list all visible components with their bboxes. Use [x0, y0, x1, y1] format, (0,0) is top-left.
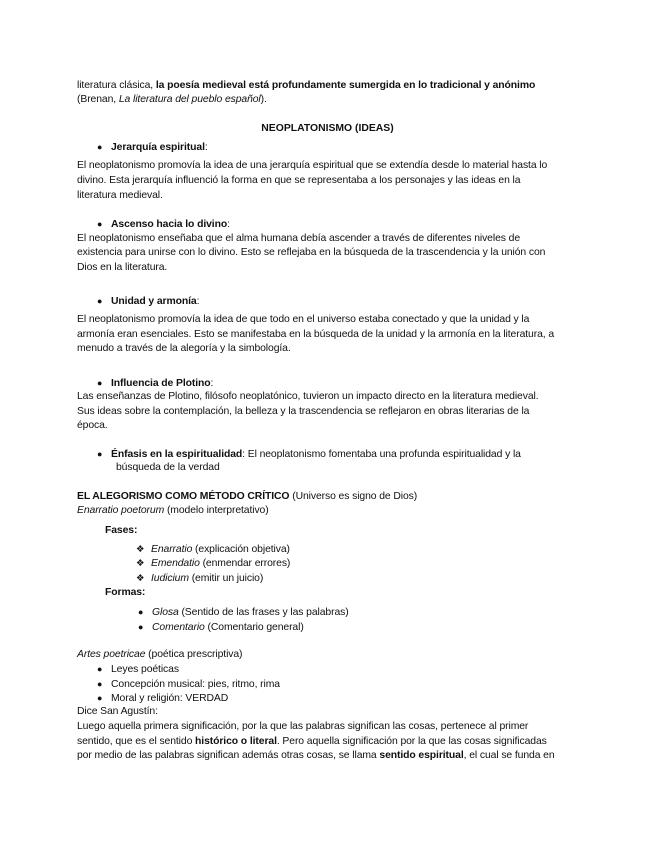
bullet-suffix: :	[196, 296, 200, 307]
artes-term: Artes poetricae	[77, 649, 146, 660]
bullet-item	[97, 294, 199, 310]
bullet-icon: ●	[97, 219, 103, 229]
agustin-label: Dice San Agustín:	[77, 706, 158, 717]
paragraph-line: Dios en la literatura.	[77, 262, 168, 273]
artes-item-text: Concepción musical: pies, ritmo, rima	[111, 679, 280, 690]
paragraph-line: El neoplatonismo promovía la idea de que todo en el universo estaba conectado y que la unidad y la	[77, 314, 530, 325]
forma-item	[138, 605, 349, 621]
bullet-icon: ●	[138, 607, 144, 617]
bullet-icon: ●	[97, 142, 103, 152]
section-heading-alegorismo	[77, 490, 417, 505]
bullet-title: Unidad y armonía	[111, 296, 197, 307]
bullet-icon: ●	[138, 622, 144, 632]
bullet-title: Ascenso hacia lo divino	[111, 219, 228, 230]
paragraph-line: divino. Esta jerarquía influenció la forma en que se representaba a los personajes y las ideas en la	[77, 175, 521, 186]
enarratio-line	[77, 504, 269, 519]
bullet-icon: ●	[97, 679, 103, 689]
bullet-suffix: :	[210, 378, 214, 389]
paragraph-line: Sus ideas sobre la contemplación, la belleza y la trascendencia se reflejaron en obras literarias de la	[77, 406, 530, 417]
forma-item	[138, 620, 304, 636]
bullet-continuation: búsqueda de la verdad	[116, 462, 220, 473]
bullet-suffix: : El neoplatonismo fomentaba una profunda espiritualidad y la	[242, 449, 521, 460]
paragraph-line: época.	[77, 420, 108, 431]
paragraph-line: Las enseñanzas de Plotino, filósofo neoplatónico, tuvieron un impacto directo en la literatura medieval.	[77, 391, 539, 402]
alegorismo-title: EL ALEGORISMO COMO MÉTODO CRÍTICO	[77, 491, 290, 502]
bullet-icon: ●	[97, 296, 103, 306]
artes-desc: (poética prescriptiva)	[145, 649, 243, 660]
intro-line-1	[77, 79, 535, 94]
text-run-bold: histórico o literal	[195, 736, 277, 747]
artes-title	[77, 648, 242, 663]
bullet-icon: ●	[97, 378, 103, 388]
text-run: sentido, que es el sentido	[77, 736, 196, 747]
paragraph-line: El neoplatonismo enseñaba que el alma humana debía ascender a través de diferentes niveles de	[77, 233, 520, 244]
alegorismo-subtitle: (Universo es signo de Dios)	[289, 491, 418, 502]
intro-bold-text: la poesía medieval está profundamente sumergida en lo tradicional y anónimo	[155, 80, 536, 91]
paragraph-line: existencia para unirse con lo divino. Esto se reflejaba en la búsqueda de la trascendencia y la unión con	[77, 247, 546, 258]
text-run: , el cual se funda en	[463, 750, 555, 761]
text-run-bold: sentido espiritual	[379, 750, 464, 761]
forma-term: Comentario	[152, 622, 205, 633]
citation-open: (Brenan,	[77, 94, 119, 105]
paragraph-line: El neoplatonismo promovía la idea de una jerarquía espiritual que se extendía desde lo material hasta lo	[77, 160, 548, 171]
bullet-item	[97, 140, 208, 156]
bullet-suffix: :	[227, 219, 230, 230]
fase-term: Iudicium	[151, 573, 189, 584]
diamond-bullet-icon: ❖	[136, 558, 145, 569]
section-heading-neoplatonismo: NEOPLATONISMO (IDEAS)	[261, 123, 394, 134]
bullet-icon: ●	[97, 449, 103, 459]
bullet-title: Influencia de Plotino	[111, 378, 211, 389]
forma-term: Glosa	[152, 607, 179, 618]
enarratio-desc: (modelo interpretativo)	[164, 505, 269, 516]
fase-desc: (explicación objetiva)	[192, 544, 290, 555]
fase-desc: (enmendar errores)	[199, 558, 291, 569]
bullet-suffix: :	[204, 142, 208, 153]
paragraph-line: literatura medieval.	[77, 190, 163, 201]
artes-item-text: Moral y religión: VERDAD	[111, 693, 229, 704]
enarratio-term: Enarratio poetorum	[77, 505, 165, 516]
paragraph-line: armonía eran esenciales. Esto se manifestaba en la búsqueda de la unidad y la armonía en la literatura, a	[77, 329, 555, 340]
formas-label	[105, 586, 145, 601]
citation-close: ).	[260, 94, 267, 105]
diamond-bullet-icon: ❖	[136, 544, 145, 555]
artes-item	[97, 662, 179, 678]
fase-item	[136, 557, 290, 572]
formas-label-text: Formas:	[105, 587, 146, 598]
paragraph-line: menudo a través de la alegoría y la simbología.	[77, 343, 291, 354]
diamond-bullet-icon: ❖	[136, 573, 145, 584]
paragraph-line: Luego aquella primera significación, por la que las palabras significan las cosas, pertenece al primer	[77, 721, 529, 732]
intro-text: literatura clásica,	[77, 80, 156, 91]
bullet-icon: ●	[97, 693, 103, 703]
paragraph-line	[77, 749, 555, 764]
citation-title: La literatura del pueblo español	[118, 94, 261, 105]
fase-desc: (emitir un juicio)	[188, 573, 264, 584]
fase-item	[136, 572, 263, 587]
forma-desc: (Comentario general)	[204, 622, 304, 633]
text-run: . Pero aquella significación por la que las cosas significadas	[276, 736, 547, 747]
fase-term: Enarratio	[151, 544, 193, 555]
artes-item-text: Leyes poéticas	[111, 664, 179, 675]
paragraph-line	[77, 735, 547, 750]
bullet-item	[97, 217, 230, 233]
fase-item	[136, 543, 290, 558]
intro-line-2	[77, 93, 267, 108]
fase-term: Emendatio	[151, 558, 200, 569]
forma-desc: (Sentido de las frases y las palabras)	[178, 607, 349, 618]
fases-label-text: Fases:	[105, 525, 138, 536]
bullet-icon: ●	[97, 664, 103, 674]
fases-label	[105, 524, 137, 539]
bullet-title: Jerarquía espiritual	[111, 142, 205, 153]
bullet-title: Énfasis en la espiritualidad	[111, 449, 243, 460]
text-run: por medio de las palabras significan además otras cosas, se llama	[77, 750, 380, 761]
